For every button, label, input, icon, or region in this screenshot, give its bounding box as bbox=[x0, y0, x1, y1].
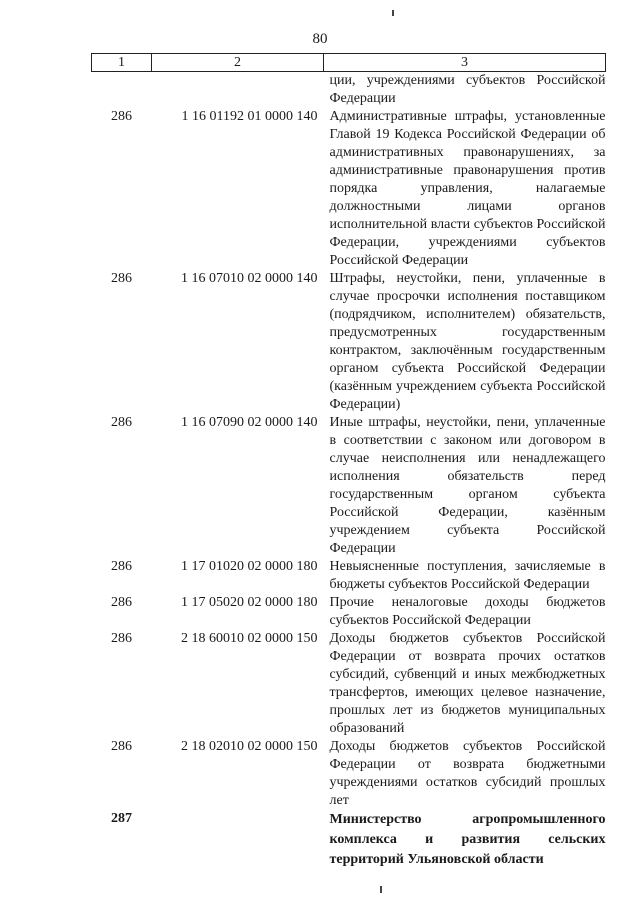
budget-code-cell: 1 16 01192 01 0000 140 bbox=[181, 109, 318, 124]
table-row bbox=[92, 558, 606, 594]
table-row bbox=[92, 594, 606, 630]
description-cell: Иные штрафы, неустойки, пени, уплаченные в соответствии с законом или договором в случае неисполнения или ненадлежащего исполнения обязательств перед государственным органом субъекта Российской Федерации, казённым учреждением субъекта Российской Федерации bbox=[329, 415, 606, 556]
table-row bbox=[92, 414, 606, 558]
page-number: 80 bbox=[312, 31, 328, 47]
header-col-3: 3 bbox=[324, 54, 606, 72]
admin-code-cell: 286 bbox=[111, 559, 132, 574]
table-row bbox=[92, 630, 606, 738]
admin-code-cell: 286 bbox=[111, 595, 132, 610]
admin-code-cell bbox=[92, 72, 152, 109]
budget-code-cell: 1 17 05020 02 0000 180 bbox=[181, 595, 318, 610]
table-row bbox=[92, 810, 606, 870]
revenue-codes-table bbox=[91, 53, 606, 870]
table-row bbox=[92, 108, 606, 270]
budget-code-cell: 1 16 07010 02 0000 140 bbox=[181, 271, 318, 286]
description-cell: Доходы бюджетов субъектов Российской Федерации от возврата прочих остатков субсидий, субвенций и иных межбюджетных трансфертов, имеющих целевое назначение, прошлых лет из бюджетов муниципальных образований bbox=[329, 631, 606, 736]
admin-code-cell: 286 bbox=[111, 415, 132, 430]
admin-code-cell: 287 bbox=[111, 811, 132, 826]
admin-code-cell: 286 bbox=[111, 271, 132, 286]
description-cell: Штрафы, неустойки, пени, уплаченные в случае просрочки исполнения поставщиком (подрядчиком, исполнителем) обязательств, предусмотренных государственным контрактом, заключённым государственным органом субъекта Российской Федерации (казённым учреждением субъекта Российской Федерации) bbox=[329, 271, 606, 412]
admin-code-cell: 286 bbox=[111, 739, 132, 754]
description-cell: Доходы бюджетов субъектов Российской Федерации от возврата бюджетными учреждениями остатков субсидий прошлых лет bbox=[329, 739, 606, 808]
description-cell: ции, учреждениями субъектов Российской Федерации bbox=[329, 73, 606, 106]
header-col-1: 1 bbox=[92, 54, 152, 72]
budget-code-cell: 1 16 07090 02 0000 140 bbox=[181, 415, 318, 430]
budget-code-cell bbox=[152, 72, 324, 109]
description-cell: Прочие неналоговые доходы бюджетов субъектов Российской Федерации bbox=[329, 595, 606, 628]
scan-mark-top bbox=[392, 10, 394, 16]
table-row bbox=[92, 738, 606, 810]
budget-code-cell: 2 18 60010 02 0000 150 bbox=[181, 631, 318, 646]
header-col-2: 2 bbox=[152, 54, 324, 72]
description-cell: Министерство агропромышленного комплекса и развития сельских территорий Ульяновской области bbox=[329, 812, 606, 867]
table-header-row bbox=[92, 54, 606, 72]
budget-code-cell bbox=[152, 810, 324, 870]
scan-mark-bottom bbox=[380, 886, 382, 893]
table-row bbox=[92, 72, 606, 109]
budget-code-cell: 2 18 02010 02 0000 150 bbox=[181, 739, 318, 754]
description-cell: Административные штрафы, установленные Главой 19 Кодекса Российской Федерации об административных правонарушениях, за административные правонарушения против порядка управления, налагаемые должностными лицами органов исполнительной власти субъектов Российской Федерации, учреждениями субъектов Российской Федерации bbox=[329, 109, 606, 268]
admin-code-cell: 286 bbox=[111, 109, 132, 124]
description-cell: Невыясненные поступления, зачисляемые в бюджеты субъектов Российской Федерации bbox=[329, 559, 606, 592]
admin-code-cell: 286 bbox=[111, 631, 132, 646]
table-row bbox=[92, 270, 606, 414]
budget-code-cell: 1 17 01020 02 0000 180 bbox=[181, 559, 318, 574]
